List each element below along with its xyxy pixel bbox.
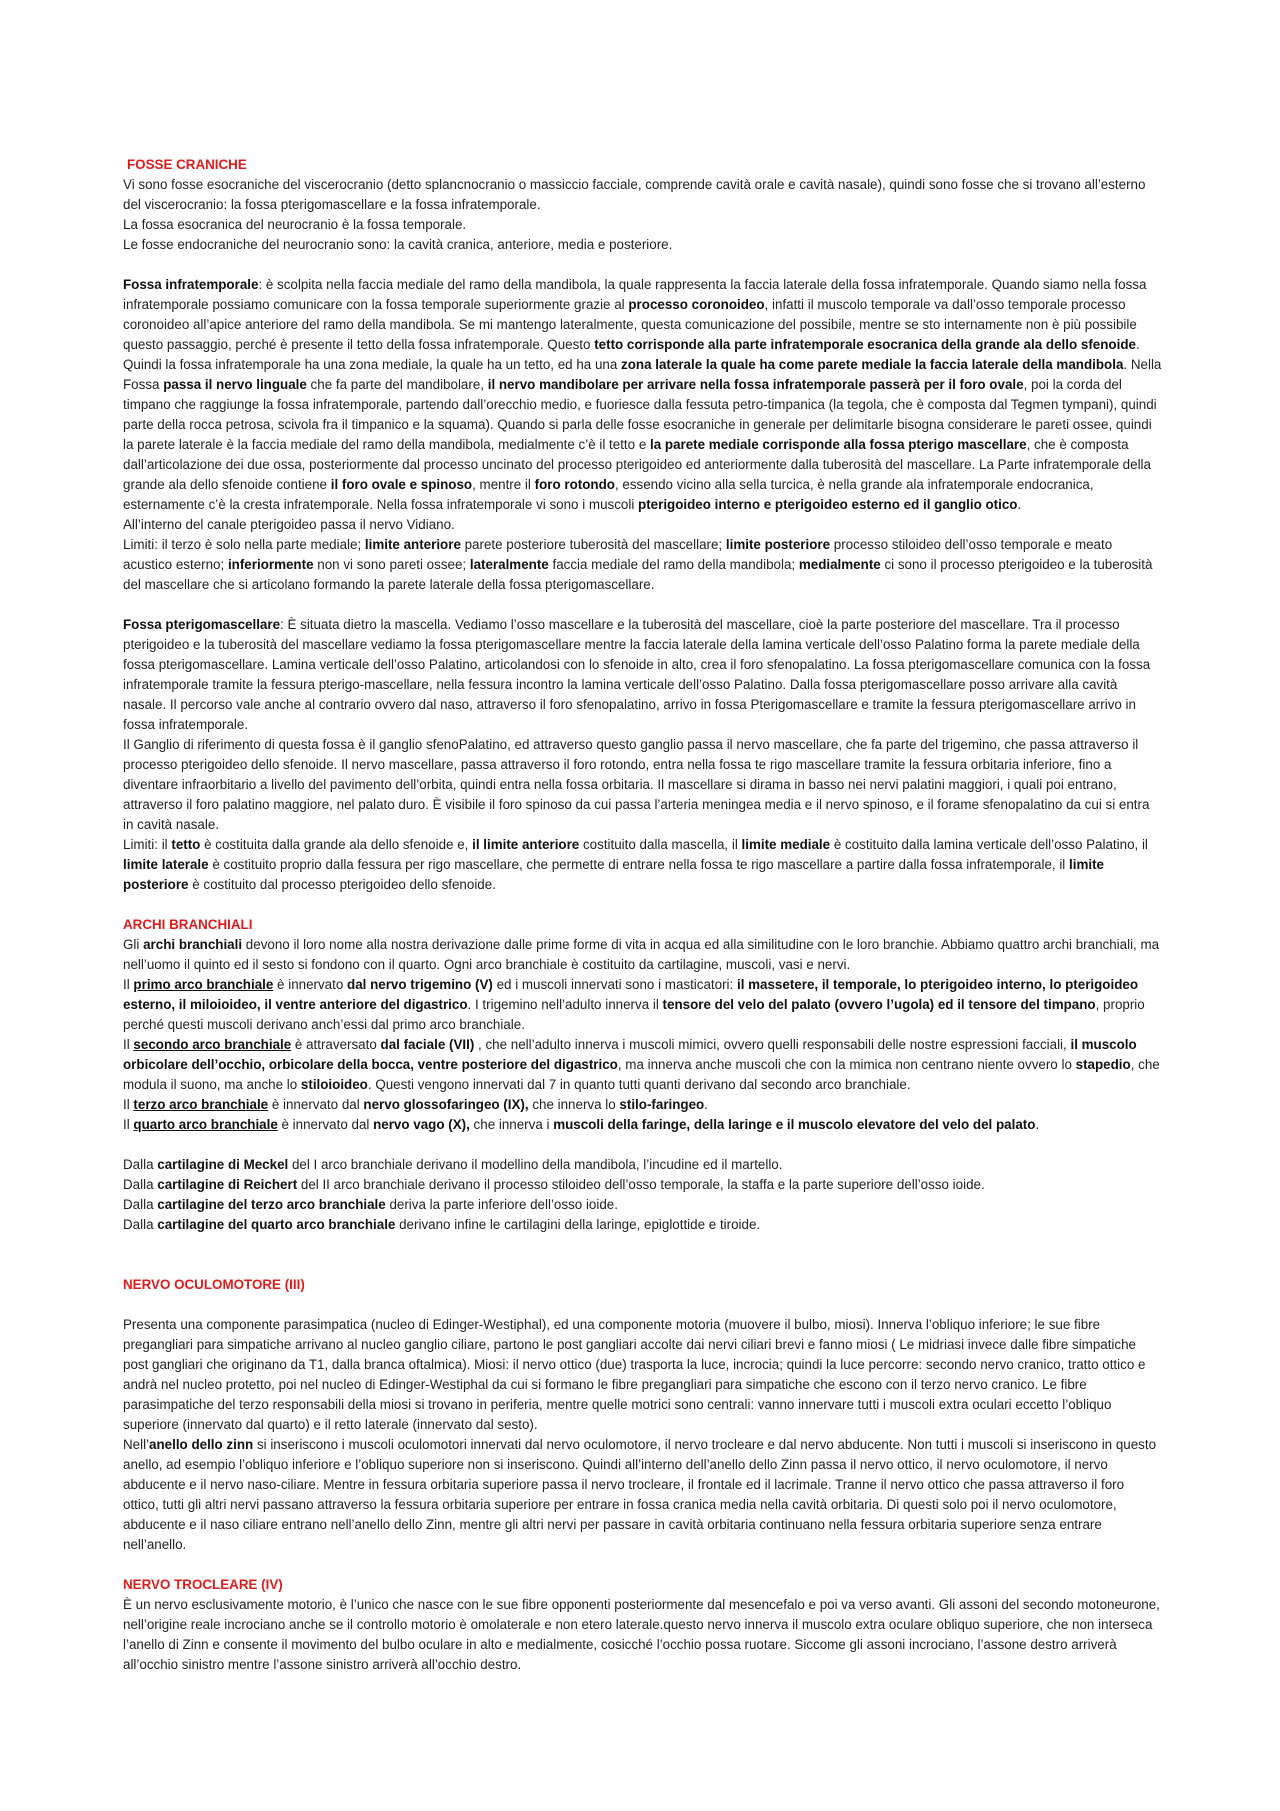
section-title: NERVO TROCLEARE (IV) [123, 1577, 283, 1592]
text-run: , mentre il [472, 477, 535, 492]
text-run: . Nella Fossa [123, 357, 1162, 392]
bold-text [133, 977, 273, 992]
paragraph [123, 1155, 1163, 1175]
text-run: È un nervo esclusivamente motorio, è l’unico che nasce con le sue fibre opponenti posteriormente dal mesencefalo e poi va verso avanti. Gli assoni del secondo motoneurone, nell’origine reale incrociano anche se il controllo motorio è omolaterale e non etero laterale.questo nervo innerva il muscolo extra oculare obliquo superiore, che non interseca l’anello di Zinn e consente il movimento del bulbo oculare in alto e medialmente, cosicché l’occhio possa ruotare. Siccome gli assoni incrociano, l’assone destro arriverà all’occhio sinistro mentre l’assone sinistro arriverà all’occhio destro. [123, 1597, 1160, 1672]
text-run: Le fosse endocraniche del neurocranio sono: la cavità cranica, anteriore, media e posteriore. [123, 237, 673, 252]
text-run: che innerva lo [532, 1097, 620, 1112]
text-run: è costituito proprio dalla fessura per rigo mascellare, che permette di entrare nella fossa te rigo mascellare a partire dalla fossa infratemporale, il [208, 857, 1070, 872]
text-run: è innervato [273, 977, 348, 992]
bold-text: nervo vago (X), [373, 1117, 470, 1132]
text-run: , che modula il suono, ma anche lo [123, 1057, 1160, 1092]
paragraph [123, 1195, 1163, 1215]
paragraph [123, 935, 1163, 975]
bold-text: nervo glossofaringeo (IX), [363, 1097, 533, 1112]
text-run: Il Ganglio di riferimento di questa fossa è il ganglio sfenoPalatino, ed attraverso questo ganglio passa il nervo mascellare, che fa parte del trigemino, che passa attraverso il processo pterigoideo dello sfenoide. Il nervo mascellare, passa attraverso il foro rotondo, entra nella fossa te rigo mascellare tramite la fessura orbitaria inferiore, fino a diventare infraorbitario a livello del pavimento dell’orbita, quindi entra nella fossa orbitaria. Il mascellare si dirama in basso nei nervi palatini maggiori, i quali poi entrano, attraverso il foro palatino maggiore, nel palato duro. È visibile il foro spinoso da cui passa l’arteria meningea media e il nervo spinoso, e il forame sfenopalatino da cui si entra in cavità nasale. [123, 737, 1150, 832]
text-run: ed i muscoli innervati sono i masticatori: [492, 977, 737, 992]
text-run: All’interno del canale pterigoideo passa il nervo Vidiano. [123, 517, 455, 532]
bold-text: zona laterale la quale ha come parete mediale la faccia laterale della mandibola [621, 357, 1124, 372]
bold-text: il foro ovale e spinoso [330, 477, 473, 492]
text-run: è costituita dalla grande ala dello sfenoide e, [200, 837, 473, 852]
bold-text: cartilagine del quarto arco branchiale [157, 1217, 396, 1232]
text-run: non vi sono pareti ossee; [313, 557, 470, 572]
paragraph [123, 975, 1163, 1035]
paragraph [123, 1215, 1163, 1235]
text-run: , proprio perché questi muscoli derivano anch’essi dal primo arco branchiale. [123, 997, 1145, 1032]
text-run: Vi sono fosse esocraniche del viscerocranio (detto splancnocranio o massiccio facciale, comprende cavità orale e cavità nasale), quindi sono fosse che si trovano all’esterno del viscerocranio: la fossa pterigomascellare e la fossa infratemporale. [123, 177, 1146, 212]
blank-line [123, 255, 1163, 275]
bold-text: limite anteriore [364, 537, 461, 552]
text-run: del II arco branchiale derivano il processo stiloideo dell’osso temporale, la staffa e la parte superiore dell’osso ioide. [297, 1177, 985, 1192]
text-run: Limiti: il [123, 837, 172, 852]
bold-text: cartilagine del terzo arco branchiale [157, 1197, 386, 1212]
paragraph [123, 615, 1163, 735]
text-run: La fossa esocranica del neurocranio è la fossa temporale. [123, 217, 467, 232]
text-run: . [1017, 497, 1022, 512]
text-run: Dalla [123, 1197, 158, 1212]
text-run: , che è composta dall’articolazione dei due ossa, posteriormente dal processo uncinato del processo pterigoideo ed anteriormente dalla tuberosità del mascellare. La Parte infratemporale della grande ala dello sfenoide contiene [123, 437, 1151, 492]
bold-text: processo coronoideo [628, 297, 765, 312]
bold-text: stapedio [1075, 1057, 1131, 1072]
text-run: processo stiloideo dell’osso temporale e meato acustico esterno; [123, 537, 1113, 572]
paragraph [123, 215, 1163, 235]
paragraph [123, 1095, 1163, 1115]
text-run: Dalla [123, 1157, 158, 1172]
text-run: parete posteriore tuberosità del mascellare; [460, 537, 726, 552]
bold-text: il massetere, il temporale, lo pterigoideo interno, lo pterigoideo esterno, il miloioideo, il ventre anteriore del digastrico [123, 977, 1139, 1012]
text-run: , che nell’adulto innerva i muscoli mimici, ovvero quelli responsabili delle nostre espressioni facciali, [474, 1037, 1071, 1052]
paragraph [123, 1115, 1163, 1135]
bold-text: il nervo mandibolare per arrivare nella fossa infratemporale passerà per il foro ovale [487, 377, 1024, 392]
bold-text: dal faciale (VII) [380, 1037, 475, 1052]
bold-text: il muscolo orbicolare dell’occhio, orbicolare della bocca, ventre posteriore del digastrico [123, 1037, 1137, 1072]
paragraph [123, 235, 1163, 255]
bold-text: limite posteriore [123, 857, 1104, 892]
blank-line [123, 1295, 1163, 1315]
paragraph [123, 1595, 1163, 1675]
blank-line [123, 895, 1163, 915]
text-run: deriva la parte inferiore dell’osso ioide. [385, 1197, 618, 1212]
bold-text: stiloioideo [300, 1077, 368, 1092]
bold-text: Fossa infratemporale [123, 277, 259, 292]
bold-text [133, 1037, 291, 1052]
text-run: Limiti: il terzo è solo nella parte mediale; [123, 537, 365, 552]
text-run: è innervato dal [268, 1097, 364, 1112]
paragraph [123, 1035, 1163, 1095]
paragraph [123, 735, 1163, 835]
blank-line [123, 595, 1163, 615]
bold-text: archi branchiali [143, 937, 243, 952]
paragraph [123, 175, 1163, 215]
text-run: che innerva i [469, 1117, 554, 1132]
text-run: Il [123, 1117, 134, 1132]
bold-text: muscoli della faringe, della laringe e il muscolo elevatore del velo del palato [553, 1117, 1036, 1132]
blank-line [123, 1135, 1163, 1155]
section-title: ARCHI BRANCHIALI [123, 917, 253, 932]
paragraph [123, 1435, 1163, 1555]
bold-text: cartilagine di Meckel [157, 1157, 289, 1172]
bold-text [133, 1097, 268, 1112]
bold-text: tetto corrisponde alla parte infratemporale esocranica della grande ala dello sfenoide [594, 337, 1136, 352]
paragraph [123, 835, 1163, 895]
text-run: . Quindi la fossa infratemporale ha una zona mediale, la quale ha un tetto, ed ha una [123, 337, 1140, 372]
text-run: ci sono il processo pterigoideo e la tuberosità del mascellare che si articolano formando la parete laterale della fossa pterigomascellare. [123, 557, 1153, 592]
paragraph [123, 1175, 1163, 1195]
text-run: costituito dalla mascella, il [579, 837, 742, 852]
bold-text: passa il nervo linguale [163, 377, 307, 392]
text-run: si inseriscono i muscoli oculomotori innervati dal nervo oculomotore, il nervo trocleare e dal nervo abducente. Non tutti i muscoli si inseriscono in questo anello, ad esempio l’obliquo inferiore e l’obliquo superiore non si inseriscono. Quindi all’interno dell’anello dello Zinn passa il nervo ottico, il nervo oculomotore, il nervo abducente e il nervo naso-ciliare. Mentre in fessura orbitaria superiore passa il nervo trocleare, il frontale ed il lacrimale. Tranne il nervo ottico che passa attraverso il foro ottico, tutti gli altri nervi passano attraverso la fessura orbitaria superiore per entrare in fossa cranica media nella cavità orbitaria. Di questi solo poi il nervo oculomotore, abducente e il naso ciliare entrano nell’anello dello Zinn, mentre gli altri nervi per passare in cavità orbitaria continuano nella fessura orbitaria superiore senza entrare nell’anello. [123, 1437, 1157, 1552]
bold-text: dal nervo trigemino (V) [347, 977, 493, 992]
paragraph [123, 275, 1163, 515]
text-run: Dalla [123, 1217, 158, 1232]
bold-text: pterigoideo interno e pterigoideo esterno ed il ganglio otico [638, 497, 1018, 512]
blank-line [123, 1555, 1163, 1575]
text-run: Il [123, 1097, 134, 1112]
text-run: : È situata dietro la mascella. Vediamo l’osso mascellare e la tuberosità del mascellare, cioè la parte posteriore del mascellare. Tra il processo pterigoideo e la tuberosità del mascellare vediamo la fossa pterigomascellare mentre la faccia laterale della lamina verticale dell’osso Palatino forma la parete mediale della fossa pterigomascellare. Lamina verticale dell’osso Palatino, articolandosi con lo sfenoide in alto, crea il foro sfenopalatino. La fossa pterigomascellare comunica con la fossa infratemporale tramite la fessura pterigo-mascellare, nella fessura incontro la lamina verticale dell’osso Palatino. Dalla fossa pterigomascellare posso arrivare alla cavità nasale. Il percorso vale anche al contrario ovvero dal naso, attraverso il foro sfenopalatino, arrivo in fossa Pterigomascellare e tramite la fessura pterigomascellare arrivo in fossa infratemporale. [123, 617, 1151, 732]
blank-line [123, 1235, 1163, 1255]
text-run: che fa parte del mandibolare, [306, 377, 488, 392]
text-run: , infatti il muscolo temporale va dall’osso temporale processo coronoideo all’apice anteriore del ramo della mandibola. Se mi mantengo lateralmente, questa comunicazione del possibile, mentre se sto internamente non è più possibile questo passaggio, perché è presente il tetto della fossa infratemporale. Questo [123, 297, 1137, 352]
text-run: Il [123, 977, 134, 992]
text-run: Dalla [123, 1177, 158, 1192]
text-run: . [704, 1097, 708, 1112]
document-page [123, 155, 1163, 1675]
bold-text: Fossa pterigomascellare [123, 617, 281, 632]
underlined-text: secondo arco branchiale [133, 1037, 292, 1052]
bold-text: cartilagine di Reichert [157, 1177, 298, 1192]
text-run: è costituito dalla lamina verticale dell’osso Palatino, il [830, 837, 1148, 852]
text-run: , ma innerva anche muscoli che con la mimica non centrano niente ovvero lo [617, 1057, 1076, 1072]
bold-text [133, 1117, 277, 1132]
bold-text: tetto [171, 837, 201, 852]
text-run: del I arco branchiale derivano il modellino della mandibola, l’incudine ed il martello. [288, 1157, 783, 1172]
text-run: Presenta una componente parasimpatica (nucleo di Edinger-Westiphal), ed una componente motoria (muovere il bulbo, miosi). Innerva l’obliquo inferiore; le sue fibre pregangliari para simpatiche arrivano al nucleo ganglio ciliare, partono le post gangliari accolte dai nervi ciliari brevi e fanno miosi ( Le midriasi invece dalle fibre simpatiche post gangliari che originano da T1, dalla branca oftalmica). Miosi: il nervo ottico (due) trasporta la luce, incrocia; quindi la luce percorre: secondo nervo cranico, tratto ottico e andrà nel nucleo protetto, poi nel nucleo di Edinger-Westiphal da cui si formano le fibre pregangliari para simpatiche che escono con il terzo nervo cranico. Le fibre parasimpatiche del terzo responsabili della miosi si trovano in periferia, mentre quelle motrici sono centrali: vanno innervare tutti i muscoli extra oculari eccetto l’obliquo superiore (innervato dal quarto) e il retto laterale (innervato dal sesto). [123, 1317, 1146, 1432]
bold-text: medialmente [798, 557, 881, 572]
text-run: , poi la corda del timpano che raggiunge la fossa infratemporale, partendo dall’orecchio medio, e fuoriesce dalla fessuta petro-timpanica (la tegola, che è composta dal Tegmen tympani), quindi parte della rocca petrosa, scivola fra il timpanico e la squama). Quando si parla delle fosse esocraniche in generale per delimitarle bisogna considerare le pareti ossee, quindi la parete laterale è la faccia mediale del ramo della mandibola, medialmente c’è il tetto e [123, 377, 1157, 452]
bold-text: stilo-faringeo [619, 1097, 705, 1112]
bold-text: inferiormente [227, 557, 314, 572]
text-run: è costituito dal processo pterigoideo dello sfenoide. [188, 877, 496, 892]
text-run: Nell’ [123, 1437, 150, 1452]
text-run: faccia mediale del ramo della mandibola; [548, 557, 799, 572]
underlined-text: terzo arco branchiale [133, 1097, 269, 1112]
paragraph [123, 535, 1163, 595]
section-title: FOSSE CRANICHE [127, 157, 247, 172]
blank-line [123, 1255, 1163, 1275]
text-run: derivano infine le cartilagini della laringe, epiglottide e tiroide. [395, 1217, 761, 1232]
text-run: . I trigemino nell’adulto innerva il [467, 997, 663, 1012]
bold-text: lateralmente [469, 557, 549, 572]
bold-text: foro rotondo [534, 477, 615, 492]
bold-text: tensore del velo del palato (ovvero l’ugola) ed il tensore del timpano [662, 997, 1096, 1012]
bold-text: limite laterale [123, 857, 209, 872]
paragraph [123, 1315, 1163, 1435]
text-run: , essendo vicino alla sella turcica, è nella grande ala infratemporale endocranica, esternamente c’è la cresta infratemporale. Nella fossa infratemporale vi sono i muscoli [123, 477, 1094, 512]
bold-text: anello dello zinn [149, 1437, 254, 1452]
text-run: . [1035, 1117, 1040, 1132]
text-run: è attraversato [291, 1037, 381, 1052]
text-run: . Questi vengono innervati dal 7 in quanto tutti quanti derivano dal secondo arco branchiale. [367, 1077, 911, 1092]
underlined-text: quarto arco branchiale [133, 1117, 278, 1132]
bold-text: la parete mediale corrisponde alla fossa pterigo mascellare [650, 437, 1027, 452]
section-title: NERVO OCULOMOTORE (III) [123, 1277, 305, 1292]
paragraph [123, 515, 1163, 535]
underlined-text: primo arco branchiale [133, 977, 274, 992]
bold-text: limite mediale [741, 837, 831, 852]
text-run: devono il loro nome alla nostra derivazione dalle prime forme di vita in acqua ed alla similitudine con le loro branchie. Abbiamo quattro archi branchiali, ma nell’uomo il quinto ed il sesto si fondono con il quarto. Ogni arco branchiale è costituito da cartilagine, muscoli, vasi e nervi. [123, 937, 1160, 972]
text-run: è innervato dal [277, 1117, 374, 1132]
bold-text: limite posteriore [725, 537, 831, 552]
text-run: : è scolpita nella faccia mediale del ramo della mandibola, la quale rappresenta la faccia laterale della fossa infratemporale. Quando siamo nella fossa infratemporale possiamo comunicare con la fossa temporale superiormente grazie al [123, 277, 1147, 312]
bold-text: il limite anteriore [472, 837, 580, 852]
text-run: Il [123, 1037, 134, 1052]
text-run: Gli [123, 937, 144, 952]
